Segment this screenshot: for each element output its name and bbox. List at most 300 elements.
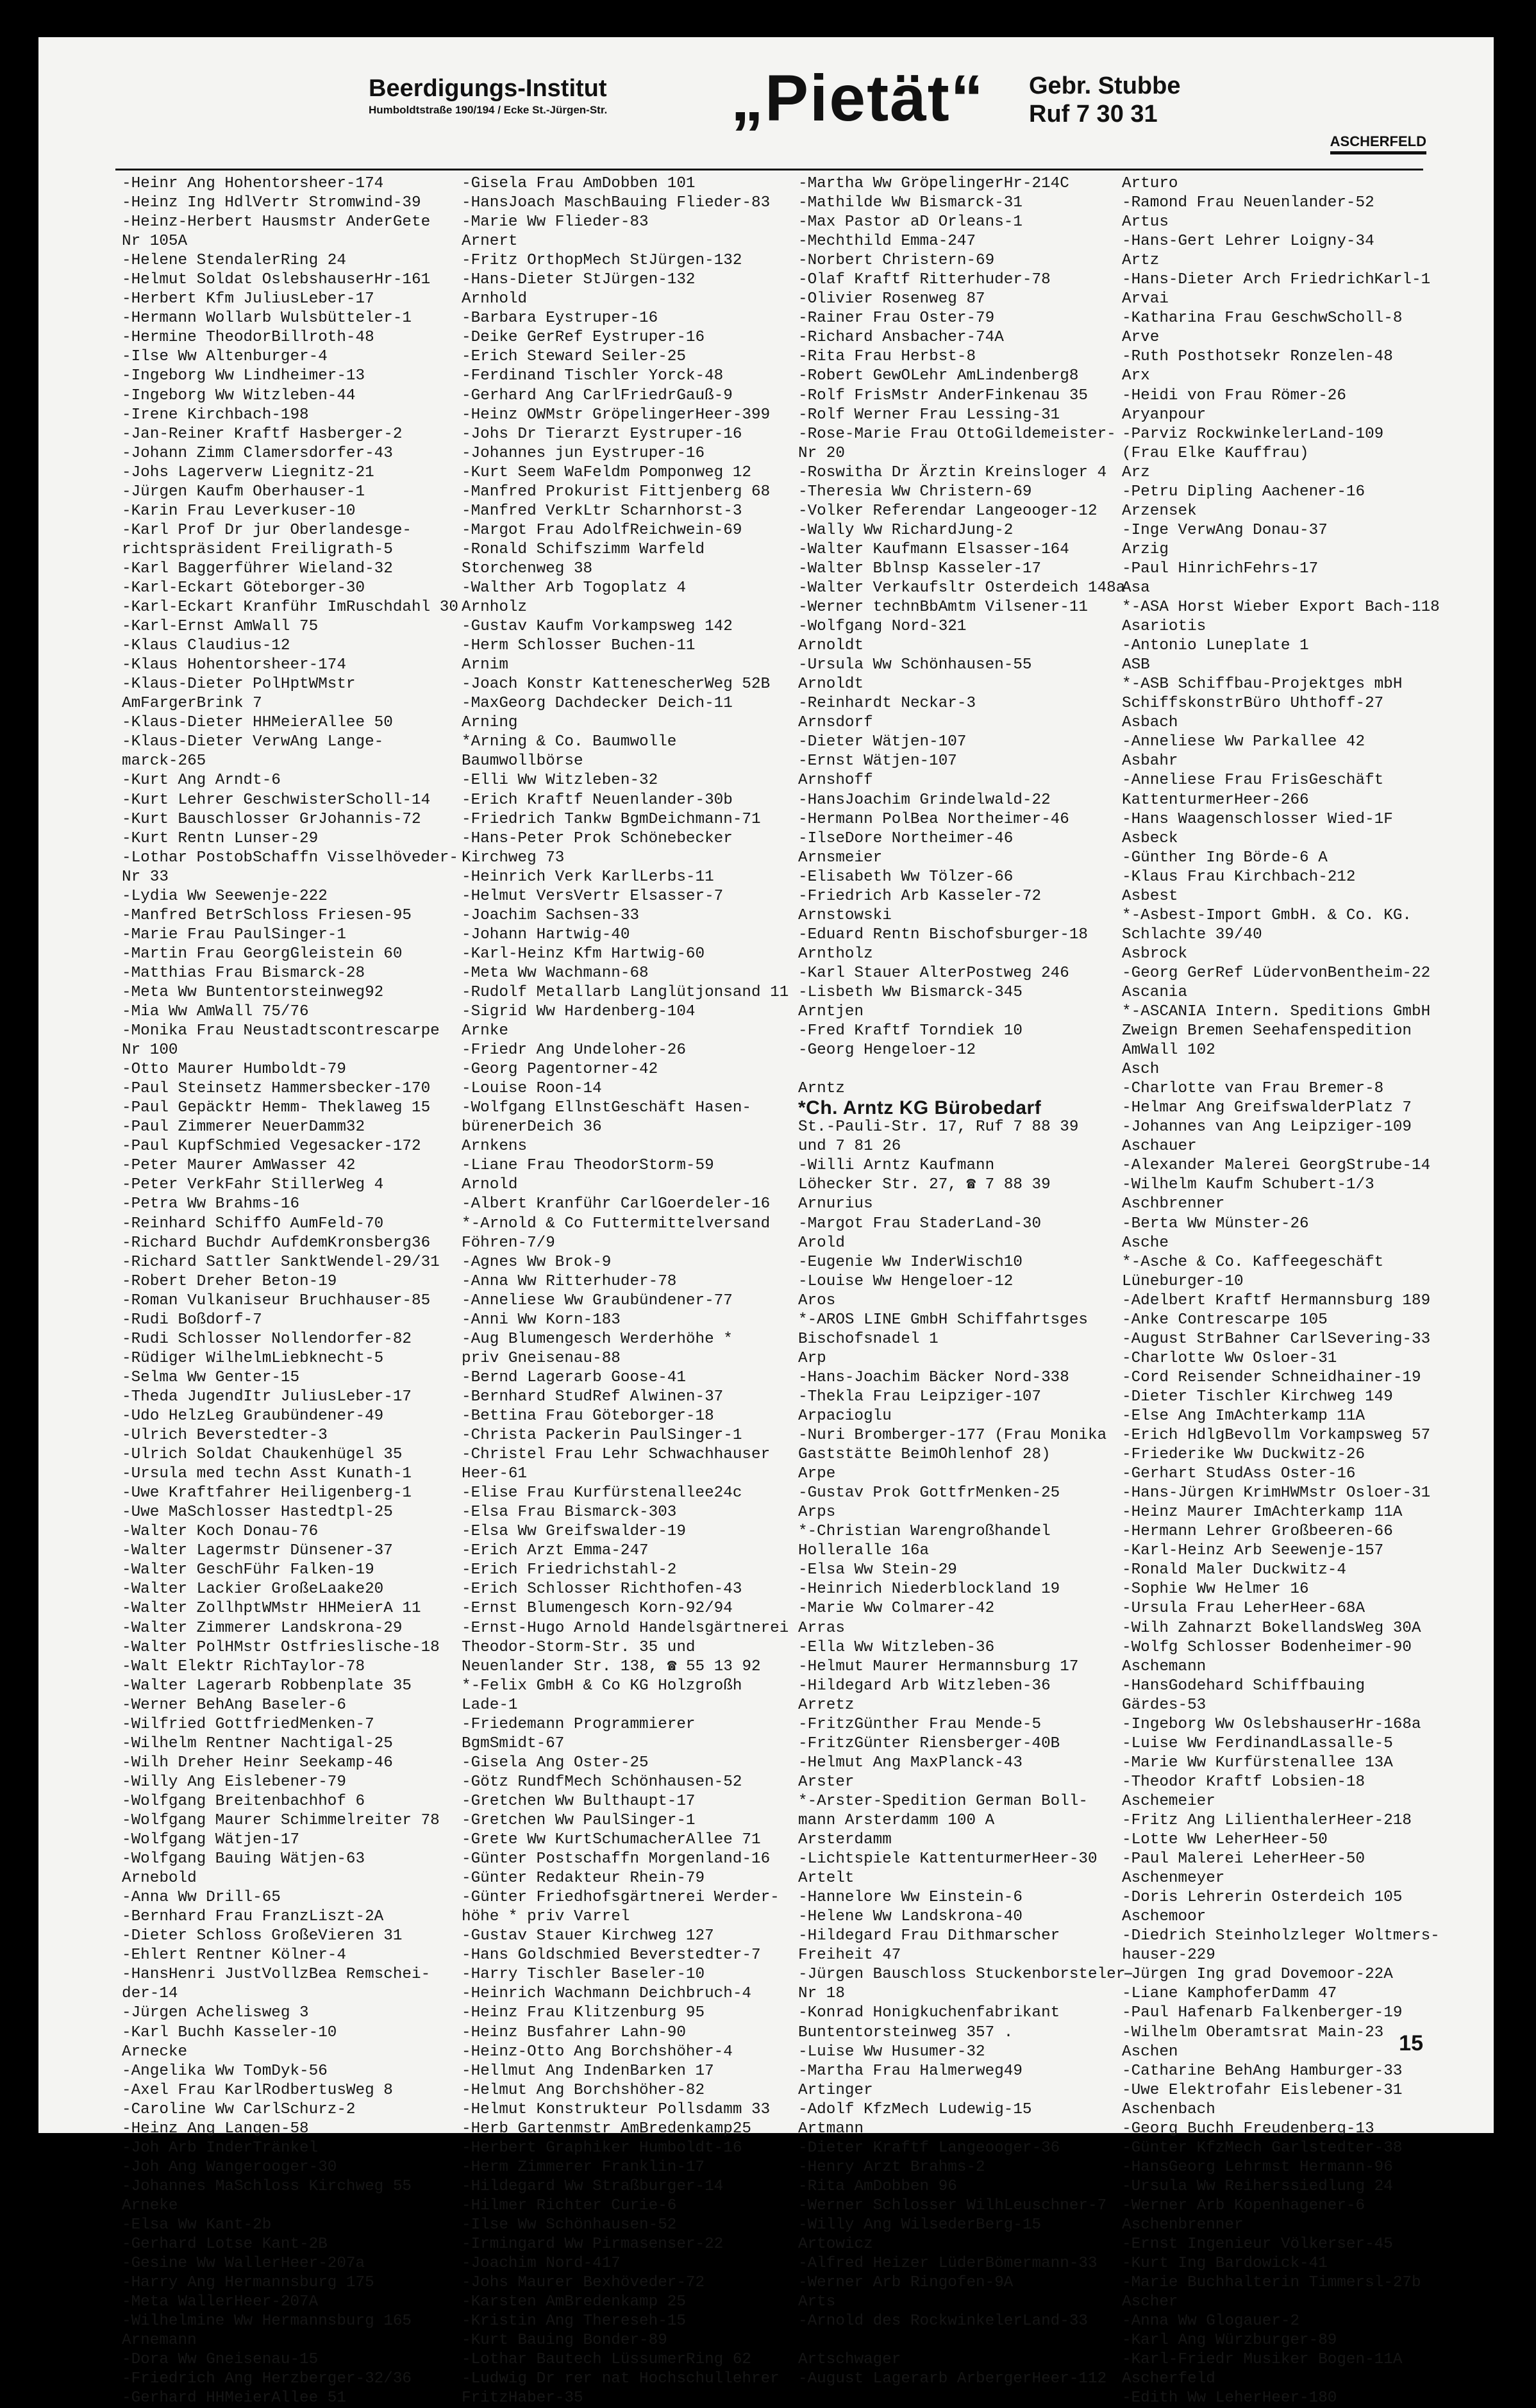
directory-column-4	[1122, 174, 1487, 2408]
directory-entry: Lade-1	[462, 1696, 518, 1714]
directory-entry: -Norbert Christern-69	[798, 252, 995, 270]
directory-entry: -Gretchen Ww Bulthaupt-17	[462, 1792, 696, 1810]
directory-entry: -Götz RundfMech Schönhausen-52	[462, 1773, 742, 1791]
directory-entry: -Olivier Rosenweg 87	[798, 290, 985, 308]
surname-heading: Arnshoff	[798, 772, 873, 790]
directory-column-2	[462, 174, 801, 2408]
surname-heading: Aschemeier	[1122, 1792, 1215, 1810]
directory-entry: -Sigrid Ww Hardenberg-104	[462, 1003, 696, 1021]
directory-entry: -Robert GewOLehr AmLindenberg8	[798, 367, 1079, 385]
directory-entry: -Roman Vulkaniseur Bruchhauser-85	[122, 1291, 431, 1309]
surname-heading: Aschenmeyer	[1122, 1870, 1225, 1888]
directory-entry: KattenturmerHeer-266	[1122, 791, 1309, 809]
directory-entry: -Henry Arzt Brahms-2	[798, 2158, 985, 2176]
surname-heading: Arning	[462, 714, 518, 732]
directory-entry: -Herm Zimmerer Franklin-17	[462, 2158, 705, 2176]
surname-heading: Arntjen	[798, 1003, 864, 1021]
directory-entry: -Hans-Jürgen KrimHWMstr Osloer-31	[1122, 1484, 1431, 1502]
directory-entry: -Antonio Luneplate 1	[1122, 637, 1309, 655]
surname-heading: Ascher	[1122, 2293, 1178, 2311]
directory-entry: -Ilse Ww Schönhausen-52	[462, 2216, 677, 2234]
directory-entry: -Hermann PolBea Northeimer-46	[798, 810, 1069, 828]
directory-entry: -Helmar Ang GreifswalderPlatz 7	[1122, 1099, 1412, 1117]
directory-entry: -Hans-Dieter StJürgen-132	[462, 271, 696, 289]
directory-entry: -Fritz Ang LilienthalerHeer-218	[1122, 1811, 1412, 1829]
directory-entry: Föhren-7/9	[462, 1234, 555, 1252]
surname-heading: Arturo	[1122, 175, 1178, 192]
directory-entry: -Heidi von Frau Römer-26	[1122, 386, 1346, 404]
directory-entry: -Gesine Ww WallerHeer-207a	[122, 2255, 365, 2273]
header-rule	[115, 169, 1423, 170]
directory-entry: -Ruth Posthotsekr Ronzelen-48	[1122, 348, 1393, 366]
directory-entry: *Arning & Co. Baumwolle	[462, 733, 677, 751]
directory-entry: -Marie Ww Colmarer-42	[798, 1600, 995, 1618]
directory-entry: -Udo HelzLeg Graubündener-49	[122, 1407, 384, 1425]
directory-entry: -Karl-Friedr Musiker Bogen-11A	[1122, 2351, 1403, 2369]
directory-entry: Gaststätte BeimOhlenhof 28)	[798, 1446, 1051, 1464]
directory-entry: Heer-61	[462, 1465, 528, 1483]
directory-entry: -Fred Kraftf Torndiek 10	[798, 1022, 1023, 1040]
directory-entry: *Ch. Arntz KG Bürobedarf	[798, 1097, 1042, 1119]
directory-entry: Neuenlander Str. 138, ☎ 55 13 92	[462, 1657, 761, 1675]
directory-entry: -Walter Verkaufsltr Osterdeich 148a	[798, 579, 1126, 597]
directory-entry: SchiffskonstrBüro Uhthoff-27	[1122, 695, 1384, 713]
surname-heading: Arntholz	[798, 945, 873, 963]
directory-entry: -Rudi Schlosser Nollendorfer-82	[122, 1330, 412, 1348]
surname-heading: Arnstowski	[798, 906, 892, 924]
directory-entry: -IlseDore Northeimer-46	[798, 829, 1014, 847]
surname-heading: Artowicz	[798, 2236, 873, 2254]
directory-entry: -Rolf FrisMstr AnderFinkenau 35	[798, 386, 1088, 404]
directory-entry: -Joachim Nord-417	[462, 2255, 621, 2273]
surname-heading: Arts	[798, 2293, 836, 2311]
directory-entry: -Wolfgang Maurer Schimmelreiter 78	[122, 1811, 440, 1829]
directory-entry: -Helmut Ang Borchshöher-82	[462, 2081, 705, 2099]
directory-entry: -Manfred BetrSchloss Friesen-95	[122, 906, 412, 924]
directory-entry: -Klaus-Dieter VerwAng Lange-	[122, 733, 384, 751]
directory-entry: -Ulrich Beverstedter-3	[122, 1427, 328, 1445]
directory-entry: -Joachim Sachsen-33	[462, 906, 640, 924]
directory-entry: -Heinrich Wachmann Deichbruch-4	[462, 1985, 751, 2003]
company-block	[1029, 72, 1180, 128]
directory-entry: -Herm Schlosser Buchen-11	[462, 637, 696, 655]
directory-entry: -Berta Ww Münster-26	[1122, 1215, 1309, 1233]
directory-entry: -Ingeborg Ww Witzleben-44	[122, 386, 356, 404]
directory-entry: -Christa Packerin PaulSinger-1	[462, 1427, 742, 1445]
directory-entry: -Wolfgang Breitenbachhof 6	[122, 1792, 365, 1810]
directory-entry: -Hans Goldschmied Beverstedter-7	[462, 1947, 761, 1964]
directory-entry: -Elise Frau Kurfürstenallee24c	[462, 1484, 742, 1502]
directory-entry: -Ernst Wätjen-107	[798, 752, 957, 770]
directory-entry: -Petra Ww Brahms-16	[122, 1195, 300, 1213]
directory-entry: -Harry Ang Hermannsburg 175	[122, 2274, 374, 2292]
directory-entry: -Else Ang ImAchterkamp 11A	[1122, 1407, 1365, 1425]
directory-entry: -HansGodehard Schiffbauing	[1122, 1677, 1365, 1695]
directory-entry: -Ursula Ww Reiherssiedlung 24	[1122, 2177, 1393, 2195]
directory-entry: -Friedrich Arb Kasseler-72	[798, 887, 1042, 905]
directory-entry: -Bernd Lagerarb Goose-41	[462, 1368, 686, 1386]
directory-entry: -Hermine TheodorBillroth-48	[122, 329, 374, 347]
directory-entry: -Petru Dipling Aachener-16	[1122, 483, 1365, 501]
directory-entry: -Hans Waagenschlosser Wied-1F	[1122, 810, 1393, 828]
directory-entry: -Kurt Ing Bardowick-41	[1122, 2255, 1328, 2273]
directory-entry: -Ramond Frau Neuenlander-52	[1122, 194, 1374, 212]
directory-entry: -Ernst-Hugo Arnold Handelsgärtnerei	[462, 1619, 789, 1637]
directory-entry: -Werner BehAng Baseler-6	[122, 1696, 346, 1714]
directory-entry: -Hannelore Ww Einstein-6	[798, 1889, 1023, 1907]
directory-entry: -Bernhard Frau FranzLiszt-2A	[122, 1908, 384, 1926]
directory-entry: -Wilhelm Kaufm Schubert-1/3	[1122, 1176, 1374, 1194]
directory-entry: -Lichtspiele KattenturmerHeer-30	[798, 1850, 1098, 1868]
directory-entry: -Elsa Ww Kant-2b	[122, 2216, 272, 2234]
directory-entry: -HansHenri JustVollzBea Remschei-	[122, 1966, 431, 1984]
directory-entry: -Uwe Kraftfahrer Heiligenberg-1	[122, 1484, 412, 1502]
directory-entry: -Günter Redakteur Rhein-79	[462, 1870, 705, 1888]
directory-entry: -Günter Friedhofsgärtnerei Werder-	[462, 1889, 780, 1907]
directory-entry: (Frau Elke Kauffrau)	[1122, 444, 1309, 462]
directory-entry: -Werner Schlosser WilhLeuschner-7	[798, 2196, 1107, 2214]
directory-entry: -Manfred VerkLtr Scharnhorst-3	[462, 502, 742, 520]
directory-entry: -Heinrich Verk KarlLerbs-11	[462, 868, 714, 886]
directory-entry: -Richard Sattler SanktWendel-29/31	[122, 1253, 440, 1271]
directory-entry: AmWall 102	[1122, 1042, 1215, 1059]
directory-entry: -Wolfgang Nord-321	[798, 618, 967, 636]
directory-entry: -Rita AmDobben 96	[798, 2177, 957, 2195]
directory-entry: Theodor-Storm-Str. 35 und	[462, 1638, 696, 1656]
directory-entry: -Harry Tischler Baseler-10	[462, 1966, 705, 1984]
directory-entry: -Richard Ansbacher-74A	[798, 329, 1004, 347]
directory-entry: bürenerDeich 36	[462, 1118, 602, 1136]
directory-entry: -Theda JugendItr JuliusLeber-17	[122, 1388, 412, 1406]
surname-heading: Arnhold	[462, 290, 528, 308]
surname-heading: Asa	[1122, 579, 1150, 597]
directory-entry: -Rudolf Metallarb Langlütjonsand 11	[462, 983, 789, 1001]
surname-heading: Aschemann	[1122, 1657, 1206, 1675]
directory-entry: Schlachte 39/40	[1122, 926, 1262, 943]
directory-entry: -Heinz Busfahrer Lahn-90	[462, 2023, 686, 2041]
surname-heading	[798, 2331, 1148, 2350]
directory-entry: -Bettina Frau Göteborger-18	[462, 1407, 714, 1425]
directory-entry: -Louise Roon-14	[462, 1080, 602, 1098]
directory-entry: -Heinz Frau Klitzenburg 95	[462, 2004, 705, 2022]
directory-entry: -Anna Ww Glogauer-2	[1122, 2313, 1300, 2330]
directory-entry: -Alfred Heizer LüderBömermann-33	[798, 2255, 1098, 2273]
directory-entry: -Ingeborg Ww OslebshauserHr-168a	[1122, 1715, 1421, 1733]
surname-heading: Arnecke	[122, 2043, 188, 2061]
directory-entry: -Johannes van Ang Leipziger-109	[1122, 1118, 1412, 1136]
directory-entry: Nr 18	[798, 1985, 845, 2003]
directory-entry: -Matthias Frau Bismarck-28	[122, 964, 365, 982]
directory-entry: *-Felix GmbH & Co KG Holzgroßh	[462, 1677, 742, 1695]
directory-entry: -Ernst Blumengesch Korn-92/94	[462, 1600, 733, 1618]
surname-heading: Arnsmeier	[798, 849, 883, 867]
directory-entry: -Helmut Maurer Hermannsburg 17	[798, 1657, 1079, 1675]
directory-entry: -Kurt Lehrer GeschwisterScholl-14	[122, 791, 431, 809]
directory-entry: Nr 100	[122, 1042, 178, 1059]
directory-entry: -Aug Blumengesch Werderhöhe *	[462, 1330, 733, 1348]
directory-entry: -Friederike Ww Duckwitz-26	[1122, 1446, 1365, 1464]
directory-entry: -Heinz Ing HdlVertr Stromwind-39	[122, 194, 421, 212]
directory-entry: -Willi Arntz Kaufmann	[798, 1157, 995, 1175]
directory-entry: -Wolfg Schlosser Bodenheimer-90	[1122, 1638, 1412, 1656]
directory-entry: -Robert Dreher Beton-19	[122, 1272, 337, 1290]
directory-entry: -Ludwig Dr rer nat Hochschullehrer	[462, 2370, 780, 2388]
directory-entry: -Elsa Ww Greifswalder-19	[462, 1523, 686, 1541]
directory-entry: -Irmingard Ww Pirmasenser-22	[462, 2236, 724, 2254]
directory-entry: -Martin Frau GeorgGleistein 60	[122, 945, 403, 963]
directory-entry: -Lothar PostobSchaffn Visselhöveder-	[122, 849, 458, 867]
directory-entry: -FritzGünter Riensberger-40B	[798, 1734, 1060, 1752]
directory-entry: -Anna Ww Drill-65	[122, 1889, 281, 1907]
directory-entry: -Dora Ww Gneisenau-15	[122, 2351, 319, 2369]
directory-entry: -Charlotte Ww Osloer-31	[1122, 1349, 1337, 1367]
directory-entry: -Klaus Hohentorsheer-174	[122, 656, 346, 674]
directory-entry: -Karin Frau Leverkuser-10	[122, 502, 356, 520]
directory-entry: -Karl Baggerführer Wieland-32	[122, 560, 393, 577]
directory-entry: priv Gneisenau-88	[462, 1349, 621, 1367]
directory-entry: -Ursula Ww Schönhausen-55	[798, 656, 1032, 674]
directory-entry: -Rolf Werner Frau Lessing-31	[798, 406, 1060, 424]
directory-entry: -Hermann Wollarb Wulsbütteler-1	[122, 310, 412, 328]
directory-entry: -Hildegard Frau Dithmarscher	[798, 1927, 1060, 1945]
directory-entry: -Ronald Schifszimm Warfeld	[462, 540, 705, 558]
directory-entry: -Anneliese Frau FrisGeschäft	[1122, 772, 1384, 790]
surname-heading: Aschemoor	[1122, 1908, 1206, 1926]
directory-entry: -Charlotte van Frau Bremer-8	[1122, 1080, 1384, 1098]
surname-heading: Asbeck	[1122, 829, 1178, 847]
directory-entry: hauser-229	[1122, 1947, 1215, 1964]
surname-heading: Arzig	[1122, 540, 1169, 558]
directory-entry: -Jürgen Achelisweg 3	[122, 2004, 309, 2022]
directory-entry: -Gisela Ang Oster-25	[462, 1754, 649, 1772]
directory-entry: -Klaus Claudius-12	[122, 637, 290, 655]
directory-entry: -Werner Arb Kopenhagener-6	[1122, 2196, 1365, 2214]
surname-heading: Arnurius	[798, 1195, 873, 1213]
directory-entry: -Uwe Elektrofahr Eislebener-31	[1122, 2081, 1403, 2099]
surname-heading: Arster	[798, 1773, 855, 1791]
directory-entry: Storchenweg 38	[462, 560, 593, 577]
directory-entry: -Gisela Frau AmDobben 101	[462, 175, 696, 192]
directory-entry: -Konrad Honigkuchenfabrikant	[798, 2004, 1060, 2022]
directory-entry: -Walter Lagermstr Dünsener-37	[122, 1542, 393, 1560]
directory-entry: -Helene StendalerRing 24	[122, 252, 346, 270]
directory-entry: *-Arster-Spedition German Boll-	[798, 1792, 1088, 1810]
directory-entry: -Agnes Ww Brok-9	[462, 1253, 612, 1271]
directory-entry: Nr 20	[798, 444, 845, 462]
directory-entry: -Uwe MaSchlosser Hastedtpl-25	[122, 1504, 393, 1522]
directory-entry: -Marie Buchhalterin Timmersl-27b	[1122, 2274, 1421, 2292]
directory-entry: -Marie Ww Flieder-83	[462, 213, 649, 231]
directory-entry: Bischofsnadel 1	[798, 1330, 939, 1348]
directory-entry: -Gerhard HHMeierAllee 51	[122, 2389, 346, 2407]
directory-entry: -Hilmer Richter Curie-6	[462, 2196, 677, 2214]
brand-name: „Pietät“	[731, 62, 985, 135]
directory-entry: -Sophie Ww Helmer 16	[1122, 1581, 1309, 1598]
directory-entry: -Erich Steward Seiler-25	[462, 348, 686, 366]
directory-entry: -Anni Ww Korn-183	[462, 1311, 621, 1329]
directory-entry: -Eugenie Ww InderWisch10	[798, 1253, 1023, 1271]
surname-heading: Arps	[798, 1504, 836, 1522]
directory-entry: -Wolfgang EllnstGeschäft Hasen-	[462, 1099, 751, 1117]
surname-heading: Arnold	[462, 1176, 518, 1194]
surname-heading: Aschenbrenner	[1122, 2216, 1244, 2234]
directory-entry: -Hildegard Ww Straßburger-14	[462, 2177, 724, 2195]
directory-entry: -August StrBahner CarlSevering-33	[1122, 1330, 1431, 1348]
directory-entry: -Caroline Ww CarlSchurz-2	[122, 2100, 356, 2118]
directory-entry: -Paul KupfSchmied Vegesacker-172	[122, 1138, 421, 1156]
directory-entry: -Rüdiger WilhelmLiebknecht-5	[122, 1349, 384, 1367]
directory-entry: -Eduard Rentn Bischofsburger-18	[798, 926, 1088, 943]
surname-heading: Arx	[1122, 367, 1150, 385]
surname-heading: Arpe	[798, 1465, 836, 1483]
directory-entry: -Jan-Reiner Kraftf Hasberger-2	[122, 425, 403, 443]
directory-entry: -Ferdinand Tischler Yorck-48	[462, 367, 724, 385]
directory-entry: -Walter ZollhptWMstr HHMeierA 11	[122, 1600, 421, 1618]
directory-entry: -Max Pastor aD Orleans-1	[798, 213, 1023, 231]
directory-entry: -Meta WallerHeer-207A	[122, 2293, 319, 2311]
directory-entry: -Paul Steinsetz Hammersbecker-170	[122, 1080, 431, 1098]
directory-entry: *-Asche & Co. Kaffeegeschäft	[1122, 1253, 1384, 1271]
surname-heading: Aros	[798, 1291, 836, 1309]
directory-entry: -Heinz-Otto Ang Borchshöher-4	[462, 2043, 733, 2061]
directory-entry: -Johs Dr Tierarzt Eystruper-16	[462, 425, 742, 443]
directory-entry: -Manfred Prokurist Fittjenberg 68	[462, 483, 771, 501]
directory-entry: -Gustav Prok GottfrMenken-25	[798, 1484, 1060, 1502]
directory-entry: -Bernhard StudRef Alwinen-37	[462, 1388, 724, 1406]
directory-entry: -Helene Ww Landskrona-40	[798, 1908, 1023, 1926]
surname-heading: Arvai	[1122, 290, 1169, 308]
directory-entry: -Ehlert Rentner Kölner-4	[122, 1947, 346, 1964]
surname-heading: Arpacioglu	[798, 1407, 892, 1425]
directory-entry: -Wilhelm Oberamtsrat Main-23	[1122, 2023, 1384, 2041]
directory-entry: -Heinz Maurer ImAchterkamp 11A	[1122, 1504, 1403, 1522]
surname-heading: Asbrock	[1122, 945, 1188, 963]
directory-entry: -Meta Ww Wachmann-68	[462, 964, 649, 982]
directory-entry: *-Asbest-Import GmbH. & Co. KG.	[1122, 906, 1412, 924]
surname-heading: Arnholz	[462, 599, 528, 617]
directory-entry: -Hellmut Ang IndenBarken 17	[462, 2062, 714, 2080]
directory-entry: -Roswitha Dr Ärztin Kreinsloger 4	[798, 463, 1107, 481]
directory-entry: -Walter Zimmerer Landskrona-29	[122, 1619, 403, 1637]
directory-entry: -Rose-Marie Frau OttoGildemeister-	[798, 425, 1116, 443]
directory-entry: -Johannes jun Eystruper-16	[462, 444, 705, 462]
surname-heading: Arve	[1122, 329, 1160, 347]
surname-heading: Arzensek	[1122, 502, 1197, 520]
surname-heading: Arnkens	[462, 1138, 528, 1156]
directory-entry: St.-Pauli-Str. 17, Ruf 7 88 39	[798, 1118, 1079, 1136]
directory-entry: Löhecker Str. 27, ☎ 7 88 39	[798, 1176, 1051, 1194]
directory-entry: -Joh Ang Wangerooger-30	[122, 2158, 337, 2176]
directory-entry: -Anneliese Ww Parkallee 42	[1122, 733, 1365, 751]
directory-entry: -Erich HdlgBevollm Vorkampsweg 57	[1122, 1427, 1431, 1445]
directory-entry: -Meta Ww Buntentorsteinweg92	[122, 983, 384, 1001]
directory-entry: -Johs Maurer Bexhöveder-72	[462, 2274, 705, 2292]
directory-entry: -Wally Ww RichardJung-2	[798, 521, 1014, 539]
directory-entry: -Paul Malerei LeherHeer-50	[1122, 1850, 1365, 1868]
directory-entry: -Joh Arb InderTränkel	[122, 2139, 319, 2157]
directory-entry: -Rainer Frau Oster-79	[798, 310, 995, 328]
directory-entry: -Arnold des RockwinkelerLand-33	[798, 2313, 1088, 2330]
directory-entry: -Reinhardt Neckar-3	[798, 695, 976, 713]
directory-entry: -August Lagerarb ArbergerHeer-112	[798, 2370, 1107, 2388]
surname-heading: Aschenbach	[1122, 2100, 1215, 2118]
directory-entry: -Marie Ww Kurfürstenallee 13A	[1122, 1754, 1393, 1772]
directory-entry: -Hans-Dieter Arch FriedrichKarl-1	[1122, 271, 1431, 289]
surname-heading: Artmann	[798, 2120, 864, 2138]
directory-entry: -Johs Lagerverw Liegnitz-21	[122, 463, 374, 481]
directory-entry: *-ASCANIA Intern. Speditions GmbH	[1122, 1003, 1431, 1021]
directory-entry: -Jürgen Bauschloss Stuckenborsteler-	[798, 1966, 1135, 1984]
directory-entry: -Georg Buchh Freudenberg-13	[1122, 2120, 1374, 2138]
directory-entry: und 7 81 26	[798, 1138, 901, 1156]
directory-entry: -Heinz Ang Langen-58	[122, 2120, 309, 2138]
surname-heading: Arras	[798, 1619, 845, 1637]
directory-entry: -Friedr Ang Undeloher-26	[462, 1042, 686, 1059]
directory-entry: -Dieter Tischler Kirchweg 149	[1122, 1388, 1393, 1406]
surname-heading: Artinger	[798, 2081, 873, 2099]
directory-entry: -Adelbert Kraftf Hermannsburg 189	[1122, 1291, 1431, 1309]
directory-entry: -Walter Lackier GroßeLaake20	[122, 1581, 384, 1598]
directory-entry: -Edith Ww LeherHeer-180	[1122, 2389, 1337, 2407]
directory-entry: -HansGeorg Lehrmst Hermann-96	[1122, 2158, 1393, 2176]
directory-entry: -Mathilde Ww Bismarck-31	[798, 194, 1023, 212]
surname-heading: Aschbrenner	[1122, 1195, 1225, 1213]
surname-heading: Asbahr	[1122, 752, 1178, 770]
directory-entry: -Friedrich Tankw BgmDeichmann-71	[462, 810, 761, 828]
directory-entry: -Fritz OrthopMech StJürgen-132	[462, 252, 742, 270]
directory-page	[38, 37, 1494, 2407]
directory-entry: -Liane KamphoferDamm 47	[1122, 1985, 1337, 2003]
surname-heading: Arp	[798, 1349, 826, 1367]
directory-entry: -Wilhelm Rentner Nachtigal-25	[122, 1734, 393, 1752]
directory-entry: -Karl Ang Würzburger-89	[1122, 2332, 1337, 2350]
directory-entry: -Georg Pagentorner-42	[462, 1061, 658, 1079]
surname-heading: Asche	[1122, 1234, 1169, 1252]
directory-entry: -Anke Contrescarpe 105	[1122, 1311, 1328, 1329]
directory-entry: -Gerhard Ang CarlFriedrGauß-9	[462, 386, 733, 404]
directory-entry: -Christel Frau Lehr Schwachhauser	[462, 1446, 771, 1464]
directory-entry: -Erich Arzt Emma-247	[462, 1542, 649, 1560]
directory-entry: richtspräsident Freiligrath-5	[122, 540, 393, 558]
funeral-home-block	[369, 74, 607, 118]
directory-entry: -Heinz-Herbert Hausmstr AnderGete	[122, 213, 431, 231]
surname-heading: Arnert	[462, 233, 518, 251]
directory-entry: -Ernst Ingenieur Völkerser-45	[1122, 2236, 1393, 2254]
directory-entry: -Kurt Ang Arndt-6	[122, 772, 281, 790]
directory-entry: der-14	[122, 1985, 178, 2003]
directory-entry: -Paul Hafenarb Falkenberger-19	[1122, 2004, 1403, 2022]
directory-entry: -Heinz OWMstr GröpelingerHeer-399	[462, 406, 771, 424]
directory-entry: -Günter KfzMech Garlstedter-38	[1122, 2139, 1403, 2157]
directory-entry: Freiheit 47	[798, 1947, 901, 1964]
directory-entry: -Helmut Soldat OslebshauserHr-161	[122, 271, 431, 289]
directory-entry: *-Christian Warengroßhandel	[798, 1523, 1051, 1541]
directory-entry: -Georg Hengeloer-12	[798, 1042, 976, 1059]
directory-entry: -Kurt Bauschlosser GrJohannis-72	[122, 810, 421, 828]
directory-entry: -Lydia Ww Seewenje-222	[122, 887, 328, 905]
directory-entry: -Helmut Konstrukteur Pollsdamm 33	[462, 2100, 771, 2118]
directory-entry: -Kristin Ang Thereseh-15	[462, 2313, 686, 2330]
directory-entry: -Angelika Ww TomDyk-56	[122, 2062, 328, 2080]
directory-entry: Gärdes-53	[1122, 1696, 1206, 1714]
surname-heading: Arnoldt	[798, 637, 864, 655]
directory-entry: -Klaus-Dieter PolHptWMstr	[122, 676, 356, 693]
directory-entry: -Marie Frau PaulSinger-1	[122, 926, 346, 943]
directory-entry: marck-265	[122, 752, 206, 770]
directory-entry: -Wolfgang Wätjen-17	[122, 1831, 300, 1849]
directory-entry: -Axel Frau KarlRodbertusWeg 8	[122, 2081, 393, 2099]
directory-entry: -Dieter Wätjen-107	[798, 733, 967, 751]
